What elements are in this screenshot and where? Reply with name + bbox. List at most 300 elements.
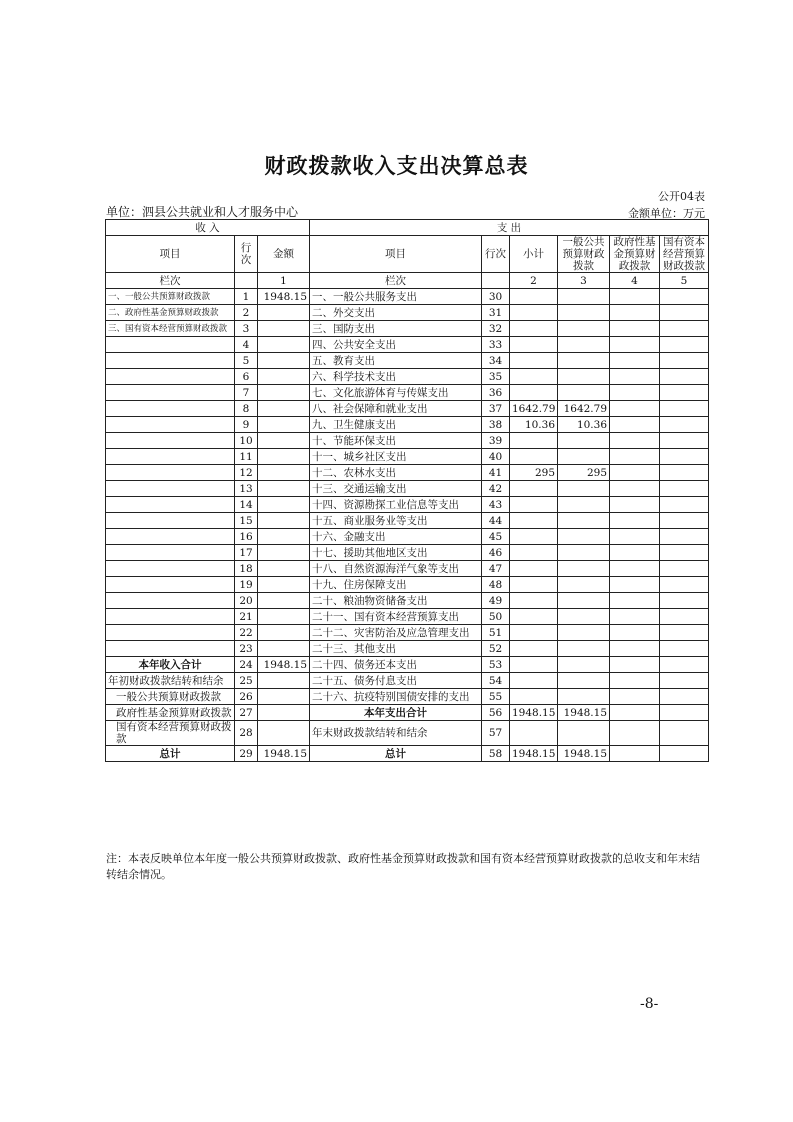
expense-item: 二、外交支出 — [310, 305, 482, 321]
income-row-no: 18 — [235, 561, 258, 577]
general-budget-amount — [558, 449, 610, 465]
table-row — [106, 417, 709, 433]
gov-fund-amount — [610, 337, 660, 353]
income-amount-header: 金额 — [258, 236, 310, 273]
subtotal-amount — [510, 721, 558, 746]
income-row-no: 29 — [235, 746, 258, 762]
reporting-unit: 单位：泗县公共就业和人才服务中心 — [106, 205, 299, 219]
income-item: 一、一般公共预算财政拨款 — [106, 289, 235, 305]
subtotal-amount — [510, 561, 558, 577]
income-row-no: 7 — [235, 385, 258, 401]
income-row-no: 21 — [235, 609, 258, 625]
general-budget-amount: 295 — [558, 465, 610, 481]
general-budget-amount — [558, 481, 610, 497]
income-amount — [258, 385, 310, 401]
subtotal-amount — [510, 481, 558, 497]
expense-item: 四、公共安全支出 — [310, 337, 482, 353]
expense-row-no: 38 — [482, 417, 510, 433]
expense-item-header: 项目 — [310, 236, 482, 273]
state-capital-amount — [660, 289, 709, 305]
subtotal-amount — [510, 369, 558, 385]
subtotal-amount — [510, 385, 558, 401]
state-capital-amount — [660, 561, 709, 577]
general-budget-amount — [558, 353, 610, 369]
money-unit: 金额单位：万元 — [628, 207, 705, 220]
income-item — [106, 593, 235, 609]
state-capital-amount — [660, 481, 709, 497]
subtotal-amount — [510, 289, 558, 305]
col-index-4: 4 — [610, 273, 660, 289]
table-row — [106, 497, 709, 513]
table-row — [106, 353, 709, 369]
income-item — [106, 529, 235, 545]
table-row — [106, 449, 709, 465]
income-item — [106, 561, 235, 577]
expense-row-no: 43 — [482, 497, 510, 513]
state-capital-amount — [660, 305, 709, 321]
income-row-no: 16 — [235, 529, 258, 545]
income-item — [106, 545, 235, 561]
table-row — [106, 305, 709, 321]
subtotal-amount: 1948.15 — [510, 705, 558, 721]
income-item — [106, 337, 235, 353]
income-amount — [258, 465, 310, 481]
expense-item: 二十三、其他支出 — [310, 641, 482, 657]
gov-fund-amount — [610, 641, 660, 657]
income-rowno-header: 行次 — [235, 236, 258, 273]
state-capital-amount — [660, 641, 709, 657]
state-capital-amount — [660, 337, 709, 353]
gov-fund-amount — [610, 561, 660, 577]
general-budget-amount — [558, 577, 610, 593]
state-capital-amount — [660, 385, 709, 401]
subtotal-amount — [510, 433, 558, 449]
expense-row-no: 52 — [482, 641, 510, 657]
general-budget-amount: 1948.15 — [558, 746, 610, 762]
general-budget-amount — [558, 657, 610, 673]
income-amount — [258, 305, 310, 321]
income-item — [106, 513, 235, 529]
state-capital-amount — [660, 673, 709, 689]
expense-item: 十、节能环保支出 — [310, 433, 482, 449]
income-amount — [258, 689, 310, 705]
general-budget-amount — [558, 609, 610, 625]
general-budget-amount — [558, 561, 610, 577]
subtotal-amount: 1642.79 — [510, 401, 558, 417]
income-item — [106, 369, 235, 385]
expense-row-no: 50 — [482, 609, 510, 625]
state-capital-amount — [660, 513, 709, 529]
income-row-no: 6 — [235, 369, 258, 385]
general-budget-amount — [558, 369, 610, 385]
gov-fund-amount — [610, 417, 660, 433]
income-amount: 1948.15 — [258, 746, 310, 762]
general-budget-amount — [558, 625, 610, 641]
state-capital-amount — [660, 625, 709, 641]
general-budget-amount — [558, 433, 610, 449]
expense-row-no: 40 — [482, 449, 510, 465]
income-amount — [258, 481, 310, 497]
expense-row-no: 51 — [482, 625, 510, 641]
general-budget-amount — [558, 641, 610, 657]
subtotal-amount: 295 — [510, 465, 558, 481]
state-capital-amount — [660, 417, 709, 433]
report-title: 财政拨款收入支出决算总表 — [264, 154, 529, 178]
expense-item: 二十、粮油物资储备支出 — [310, 593, 482, 609]
table-row — [106, 529, 709, 545]
col-index-5: 5 — [660, 273, 709, 289]
gov-fund-amount — [610, 433, 660, 449]
state-capital-amount — [660, 401, 709, 417]
expense-row-no: 45 — [482, 529, 510, 545]
gov-fund-amount — [610, 289, 660, 305]
table-row — [106, 337, 709, 353]
state-capital-amount — [660, 721, 709, 746]
subtotal-amount — [510, 609, 558, 625]
gov-fund-amount — [610, 577, 660, 593]
income-row-no: 23 — [235, 641, 258, 657]
income-amount — [258, 673, 310, 689]
expense-row-no: 55 — [482, 689, 510, 705]
general-budget-amount — [558, 385, 610, 401]
expense-item: 十二、农林水支出 — [310, 465, 482, 481]
subtotal-amount — [510, 449, 558, 465]
expense-row-no: 39 — [482, 433, 510, 449]
income-row-no: 10 — [235, 433, 258, 449]
subtotal-amount — [510, 657, 558, 673]
table-note: 注：本表反映单位本年度一般公共预算财政拨款、政府性基金预算财政拨款和国有资本经营预算财政拨款的总收支和年末结转结余情况。 — [106, 852, 700, 881]
expense-item: 五、教育支出 — [310, 353, 482, 369]
state-capital-amount — [660, 369, 709, 385]
income-row-no: 3 — [235, 321, 258, 337]
subtotal-amount — [510, 577, 558, 593]
income-row-no: 17 — [235, 545, 258, 561]
expense-row-no: 47 — [482, 561, 510, 577]
income-item — [106, 401, 235, 417]
gov-fund-amount — [610, 746, 660, 762]
subtotal-amount: 1948.15 — [510, 746, 558, 762]
gov-fund-amount — [610, 513, 660, 529]
state-capital-amount — [660, 657, 709, 673]
gov-fund-amount — [610, 369, 660, 385]
general-budget-amount — [558, 593, 610, 609]
table-row — [106, 385, 709, 401]
gov-fund-amount — [610, 385, 660, 401]
expense-item: 二十二、灾害防治及应急管理支出 — [310, 625, 482, 641]
general-budget-amount — [558, 529, 610, 545]
expense-item: 十八、自然资源海洋气象等支出 — [310, 561, 482, 577]
table-row — [106, 746, 709, 762]
income-amount — [258, 705, 310, 721]
expense-row-no: 48 — [482, 577, 510, 593]
col-label-2: 栏次 — [310, 273, 482, 289]
state-capital-amount — [660, 705, 709, 721]
expense-item: 十三、交通运输支出 — [310, 481, 482, 497]
income-item — [106, 433, 235, 449]
income-amount — [258, 625, 310, 641]
income-item: 年初财政拨款结转和结余 — [106, 673, 235, 689]
table-row — [106, 577, 709, 593]
general-budget-amount: 1948.15 — [558, 705, 610, 721]
table-row — [106, 513, 709, 529]
expense-item: 十七、援助其他地区支出 — [310, 545, 482, 561]
income-amount: 1948.15 — [258, 657, 310, 673]
table-row — [106, 705, 709, 721]
state-capital-header: 国有资本经营预算财政拨款 — [660, 236, 709, 273]
general-budget-amount — [558, 337, 610, 353]
expense-row-no: 53 — [482, 657, 510, 673]
gov-fund-amount — [610, 353, 660, 369]
income-amount — [258, 401, 310, 417]
gov-fund-amount — [610, 705, 660, 721]
income-amount — [258, 545, 310, 561]
income-item — [106, 609, 235, 625]
expense-item: 十一、城乡社区支出 — [310, 449, 482, 465]
expense-row-no: 44 — [482, 513, 510, 529]
expense-item: 三、国防支出 — [310, 321, 482, 337]
subtotal-amount — [510, 529, 558, 545]
income-item-header: 项目 — [106, 236, 235, 273]
income-item — [106, 449, 235, 465]
form-code: 公开04表 — [658, 190, 705, 203]
income-row-no: 26 — [235, 689, 258, 705]
income-row-no: 5 — [235, 353, 258, 369]
income-amount — [258, 529, 310, 545]
column-index-row — [106, 273, 709, 289]
income-amount — [258, 641, 310, 657]
subtotal-amount — [510, 337, 558, 353]
expense-row-no: 34 — [482, 353, 510, 369]
expense-rowno-header: 行次 — [482, 236, 510, 273]
expense-row-no: 37 — [482, 401, 510, 417]
expense-item: 二十一、国有资本经营预算支出 — [310, 609, 482, 625]
state-capital-amount — [660, 449, 709, 465]
income-amount — [258, 513, 310, 529]
expense-header: 支 出 — [310, 220, 709, 236]
income-row-no: 14 — [235, 497, 258, 513]
header-row-section — [106, 220, 709, 236]
subtotal-amount — [510, 641, 558, 657]
income-amount — [258, 369, 310, 385]
general-budget-amount — [558, 321, 610, 337]
expense-item: 二十四、债务还本支出 — [310, 657, 482, 673]
subtotal-header: 小计 — [510, 236, 558, 273]
income-amount — [258, 337, 310, 353]
expense-row-no: 41 — [482, 465, 510, 481]
table-row — [106, 593, 709, 609]
table-row — [106, 369, 709, 385]
subtotal-amount — [510, 353, 558, 369]
state-capital-amount — [660, 321, 709, 337]
expense-row-no: 56 — [482, 705, 510, 721]
income-amount — [258, 577, 310, 593]
subtotal-amount — [510, 321, 558, 337]
table-row — [106, 673, 709, 689]
expense-row-no: 46 — [482, 545, 510, 561]
income-amount — [258, 353, 310, 369]
general-budget-amount — [558, 305, 610, 321]
gov-fund-amount — [610, 449, 660, 465]
general-budget-amount: 10.36 — [558, 417, 610, 433]
subtotal-amount — [510, 497, 558, 513]
gov-fund-amount — [610, 657, 660, 673]
income-item — [106, 497, 235, 513]
state-capital-amount — [660, 746, 709, 762]
state-capital-amount — [660, 609, 709, 625]
income-amount — [258, 497, 310, 513]
table-row — [106, 689, 709, 705]
state-capital-amount — [660, 433, 709, 449]
expense-item: 一、一般公共服务支出 — [310, 289, 482, 305]
table-row — [106, 641, 709, 657]
expense-item: 十六、金融支出 — [310, 529, 482, 545]
expense-item: 十五、商业服务业等支出 — [310, 513, 482, 529]
income-row-no: 11 — [235, 449, 258, 465]
table-row — [106, 481, 709, 497]
gov-fund-amount — [610, 593, 660, 609]
header-row-columns — [106, 236, 709, 273]
expense-item: 本年支出合计 — [310, 705, 482, 721]
expense-row-no: 32 — [482, 321, 510, 337]
gov-fund-amount — [610, 673, 660, 689]
gov-fund-amount — [610, 689, 660, 705]
expense-item: 十四、资源勘探工业信息等支出 — [310, 497, 482, 513]
general-budget-header: 一般公共预算财政拨款 — [558, 236, 610, 273]
gov-fund-amount — [610, 321, 660, 337]
state-capital-amount — [660, 545, 709, 561]
income-item: 二、政府性基金预算财政拨款 — [106, 305, 235, 321]
table-row — [106, 465, 709, 481]
expense-row-no: 30 — [482, 289, 510, 305]
income-item — [106, 385, 235, 401]
income-item: 政府性基金预算财政拨款 — [106, 705, 235, 721]
empty-cell — [235, 273, 258, 289]
income-row-no: 8 — [235, 401, 258, 417]
income-item — [106, 353, 235, 369]
income-amount — [258, 609, 310, 625]
subtotal-amount — [510, 593, 558, 609]
subtotal-amount — [510, 305, 558, 321]
income-item — [106, 625, 235, 641]
income-item — [106, 465, 235, 481]
general-budget-amount — [558, 289, 610, 305]
col-index-2: 2 — [510, 273, 558, 289]
table-row — [106, 401, 709, 417]
table-row — [106, 609, 709, 625]
state-capital-amount — [660, 529, 709, 545]
subtotal-amount — [510, 625, 558, 641]
expense-row-no: 33 — [482, 337, 510, 353]
state-capital-amount — [660, 465, 709, 481]
expense-item: 八、社会保障和就业支出 — [310, 401, 482, 417]
income-row-no: 24 — [235, 657, 258, 673]
income-row-no: 27 — [235, 705, 258, 721]
income-row-no: 19 — [235, 577, 258, 593]
table-row — [106, 433, 709, 449]
income-row-no: 25 — [235, 673, 258, 689]
income-row-no: 15 — [235, 513, 258, 529]
expense-item: 二十五、债务付息支出 — [310, 673, 482, 689]
subtotal-amount — [510, 673, 558, 689]
state-capital-amount — [660, 577, 709, 593]
gov-fund-header: 政府性基金预算财政拨款 — [610, 236, 660, 273]
gov-fund-amount — [610, 465, 660, 481]
expense-row-no: 36 — [482, 385, 510, 401]
table-row — [106, 657, 709, 673]
subtotal-amount — [510, 689, 558, 705]
income-item — [106, 577, 235, 593]
gov-fund-amount — [610, 401, 660, 417]
table-row — [106, 561, 709, 577]
expense-row-no: 42 — [482, 481, 510, 497]
expense-item: 二十六、抗疫特别国债安排的支出 — [310, 689, 482, 705]
col-index-3: 3 — [558, 273, 610, 289]
gov-fund-amount — [610, 721, 660, 746]
expense-item: 十九、住房保障支出 — [310, 577, 482, 593]
empty-cell — [482, 273, 510, 289]
subtotal-amount — [510, 545, 558, 561]
income-amount — [258, 433, 310, 449]
income-row-no: 2 — [235, 305, 258, 321]
general-budget-amount: 1642.79 — [558, 401, 610, 417]
general-budget-amount — [558, 497, 610, 513]
income-row-no: 9 — [235, 417, 258, 433]
table-row — [106, 625, 709, 641]
income-row-no: 20 — [235, 593, 258, 609]
general-budget-amount — [558, 513, 610, 529]
income-amount — [258, 321, 310, 337]
expense-row-no: 35 — [482, 369, 510, 385]
income-item: 三、国有资本经营预算财政拨款 — [106, 321, 235, 337]
income-item: 一般公共预算财政拨款 — [106, 689, 235, 705]
table-row — [106, 545, 709, 561]
gov-fund-amount — [610, 625, 660, 641]
table-row — [106, 721, 709, 746]
gov-fund-amount — [610, 529, 660, 545]
income-amount — [258, 417, 310, 433]
income-row-no: 12 — [235, 465, 258, 481]
income-row-no: 1 — [235, 289, 258, 305]
state-capital-amount — [660, 689, 709, 705]
page-number: -8- — [640, 996, 659, 1012]
expense-row-no: 57 — [482, 721, 510, 746]
income-item — [106, 417, 235, 433]
income-item: 本年收入合计 — [106, 657, 235, 673]
col-label: 栏次 — [106, 273, 235, 289]
expense-row-no: 49 — [482, 593, 510, 609]
income-item: 总计 — [106, 746, 235, 762]
gov-fund-amount — [610, 497, 660, 513]
table-row — [106, 289, 709, 305]
income-item: 国有资本经营预算财政拨款 — [106, 721, 235, 746]
budget-table — [105, 219, 709, 762]
table-row — [106, 321, 709, 337]
gov-fund-amount — [610, 609, 660, 625]
income-row-no: 28 — [235, 721, 258, 746]
expense-row-no: 58 — [482, 746, 510, 762]
income-row-no: 4 — [235, 337, 258, 353]
income-amount — [258, 593, 310, 609]
state-capital-amount — [660, 593, 709, 609]
income-amount: 1948.15 — [258, 289, 310, 305]
income-row-no: 22 — [235, 625, 258, 641]
gov-fund-amount — [610, 481, 660, 497]
state-capital-amount — [660, 497, 709, 513]
expense-row-no: 31 — [482, 305, 510, 321]
expense-item: 年末财政拨款结转和结余 — [310, 721, 482, 746]
income-item — [106, 481, 235, 497]
income-item — [106, 641, 235, 657]
